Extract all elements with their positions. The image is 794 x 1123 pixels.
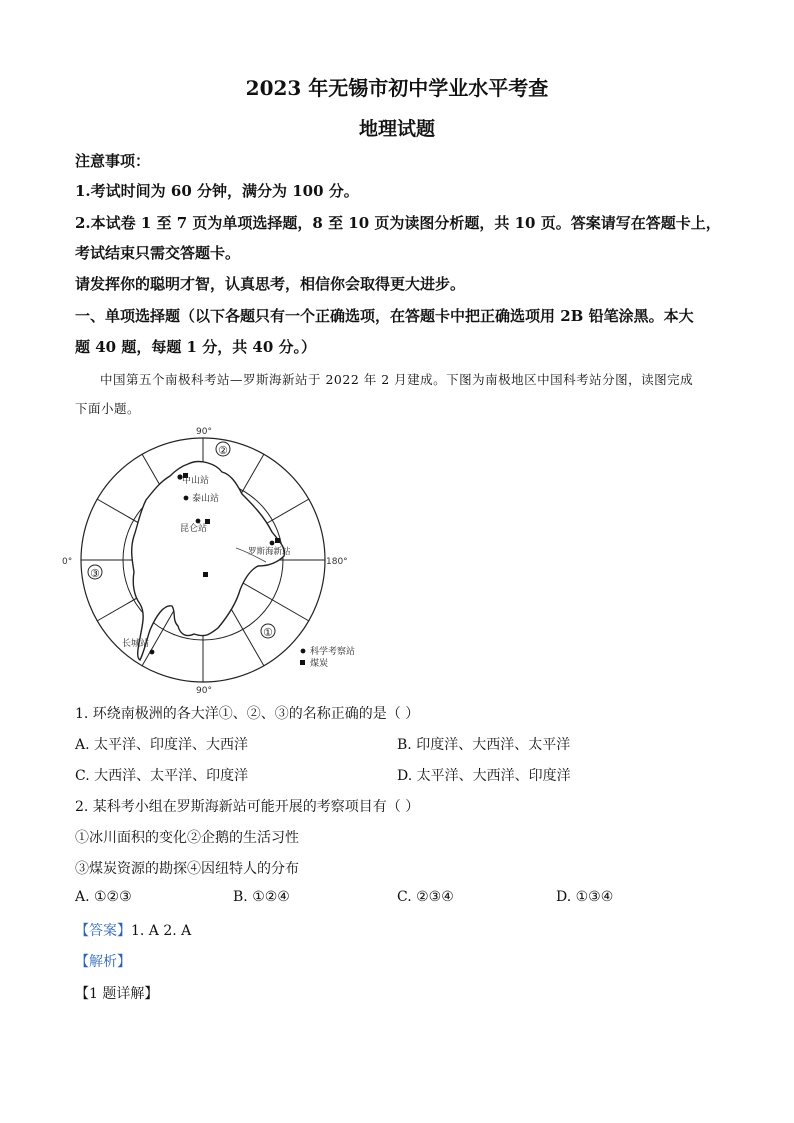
legend-station-dot [301, 649, 306, 654]
question-1-option-b: B. 印度洋、大西洋、太平洋 [397, 737, 571, 753]
section-1-heading-line-1: 一、单项选择题（以下各题只有一个正确选项，在答题卡中把正确选项用 2B 铅笔涂黑。本大 [75, 307, 694, 325]
question-1-option-d: D. 太平洋、大西洋、印度洋 [397, 768, 571, 784]
taishan-station-label: 泰山站 [192, 494, 220, 504]
luosihai-station-label: 罗斯海新站 [248, 547, 291, 557]
zhongshan-station-label: 中山站 [182, 476, 210, 486]
changcheng-station-label: 长城站 [122, 639, 150, 649]
notice-item-1: 1.考试时间为 60 分钟，满分为 100 分。 [75, 182, 359, 200]
label-90-bottom: 90° [196, 686, 212, 696]
antarctica-map [60, 420, 360, 696]
page-subtitle: 地理试题 [358, 118, 435, 140]
kunlun-station-dot [196, 519, 201, 524]
question-2-line-1: ①冰川面积的变化②企鹅的生活习性 [75, 830, 299, 846]
page-title: 2023 年无锡市初中学业水平考查 [245, 76, 549, 100]
section-1-heading-line-2: 题 40 题，每题 1 分，共 40 分。） [75, 338, 317, 356]
analysis-label: 【解析】 [75, 954, 131, 970]
answer-value: 1. A 2. A [131, 923, 192, 939]
luosihai-coal-mark [275, 538, 280, 543]
question-2-line-2: ③煤炭资源的勘探④因纽特人的分布 [75, 861, 299, 877]
changcheng-station-dot [150, 650, 155, 655]
kunlun-station-label: 昆仑站 [180, 524, 208, 534]
legend-coal-mark [300, 660, 305, 665]
central-coal-mark [203, 572, 208, 577]
question-2-option-d: D. ①③④ [556, 889, 614, 905]
intro-line-2: 下面小题。 [75, 401, 141, 416]
legend-coal-label: 煤炭 [310, 659, 329, 669]
question-2-option-c: C. ②③④ [397, 889, 454, 905]
taishan-station-dot [184, 496, 189, 501]
notice-item-2-line-1: 2.本试卷 1 至 7 页为单项选择题，8 至 10 页为读图分析题，共 10 页。答案请写在答题卡上， [75, 214, 721, 232]
analysis-detail-heading: 【1 题详解】 [75, 986, 159, 1002]
luosihai-station-dot [270, 541, 275, 546]
label-90-top: 90° [196, 427, 212, 437]
question-2-option-a: A. ①②③ [75, 889, 132, 905]
answer-row [75, 920, 191, 940]
question-2-stem: 2. 某科考小组在罗斯海新站可能开展的考察项目有（ ） [75, 799, 420, 815]
ocean-1-label: ① [263, 626, 273, 639]
legend-station-label: 科学考察站 [310, 647, 356, 657]
intro-line-1: 中国第五个南极科考站—罗斯海新站于 2022 年 2 月建成。下图为南极地区中国科考站分图，读图完成 [100, 372, 694, 387]
question-2-option-b: B. ①②④ [233, 889, 290, 905]
notice-item-2-line-2: 考试结束只需交答题卡。 [75, 244, 241, 262]
encourage-text: 请发挥你的聪明才智，认真思考，相信你会取得更大进步。 [75, 275, 466, 293]
ocean-2-label: ② [218, 444, 228, 457]
question-1-stem: 1. 环绕南极洲的各大洋①、②、③的名称正确的是（ ） [75, 706, 420, 722]
question-1-option-a: A. 太平洋、印度洋、大西洋 [75, 737, 249, 753]
answer-label: 【答案】 [75, 923, 131, 939]
ocean-3-label: ③ [90, 567, 100, 580]
notice-heading: 注意事项： [75, 152, 151, 170]
label-0-left: 0° [62, 557, 73, 567]
label-180-right: 180° [326, 557, 348, 567]
question-1-option-c: C. 大西洋、太平洋、印度洋 [75, 768, 249, 784]
